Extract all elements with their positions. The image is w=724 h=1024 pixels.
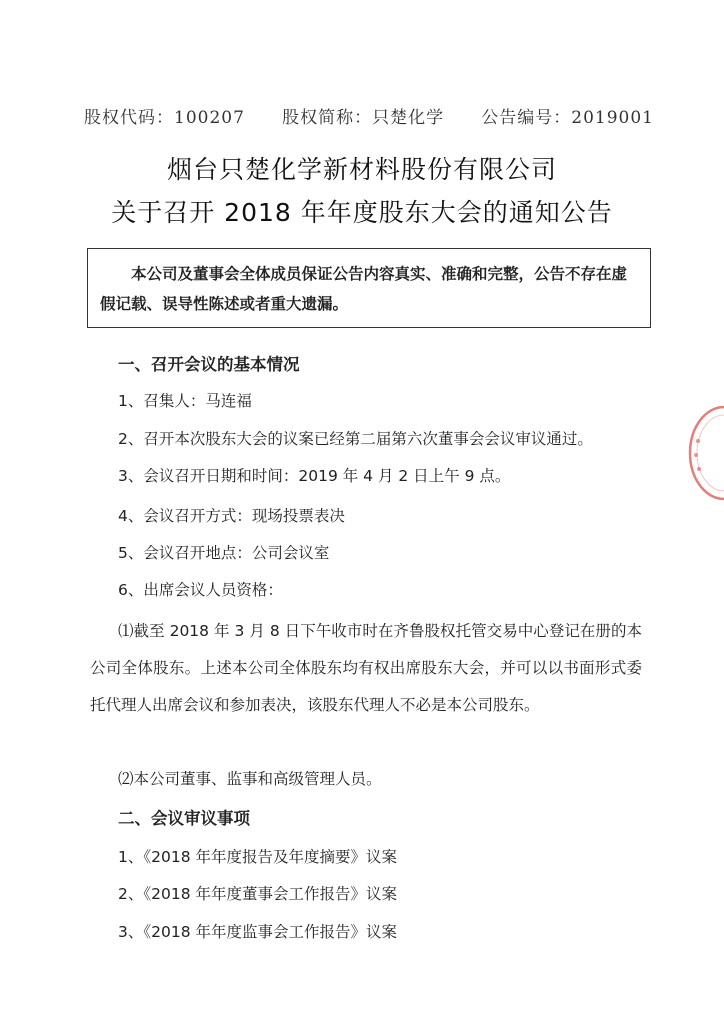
item-meeting-method: 4、会议召开方式：现场投票表决: [118, 507, 345, 525]
disclaimer-box: 本公司及董事会全体成员保证公告内容真实、准确和完整，公告不存在虚假记载、误导性陈述或者重大遗漏。: [87, 248, 651, 328]
stock-code: 股权代码：100207: [84, 108, 245, 128]
company-seal-icon: [686, 403, 724, 503]
item-proposal-approval: 2、召开本次股东大会的议案已经第二届第六次董事会会议审议通过。: [118, 430, 593, 448]
item-attendee-qualification: 6、出席会议人员资格：: [118, 581, 283, 599]
agenda-item-1: 1、《2018 年年度报告及年度摘要》议案: [118, 848, 397, 866]
agenda-item-2: 2、《2018 年年度董事会工作报告》议案: [118, 885, 397, 903]
item-meeting-location: 5、会议召开地点：公司会议室: [118, 544, 330, 562]
stock-short-name: 股权简称：只楚化学: [282, 108, 445, 128]
announcement-title: 关于召开 2018 年年度股东大会的通知公告: [111, 198, 613, 227]
section2-heading: 二、会议审议事项: [118, 809, 250, 828]
company-title: 烟台只楚化学新材料股份有限公司: [166, 155, 557, 184]
item-convener: 1、召集人：马连福: [118, 392, 252, 410]
announcement-header: [84, 103, 654, 128]
item-meeting-time: 3、会议召开日期和时间：2019 年 4 月 2 日上午 9 点。: [118, 467, 511, 485]
section1-heading: 一、召开会议的基本情况: [118, 355, 300, 374]
qualification-directors: ⑵本公司董事、监事和高级管理人员。: [118, 770, 382, 788]
announcement-number: 公告编号：2019001: [481, 108, 654, 128]
agenda-item-3: 3、《2018 年年度监事会工作报告》议案: [118, 923, 397, 941]
qualification-paragraph: ⑴截至 2018 年 3 月 8 日下午收市时在齐鲁股权托管交易中心登记在册的本公司全体股东。上述本公司全体股东均有权出席股东大会，并可以以书面形式委托代理人出席会议和参加表决，该股东代理人不必是本公司股东。: [90, 622, 642, 714]
